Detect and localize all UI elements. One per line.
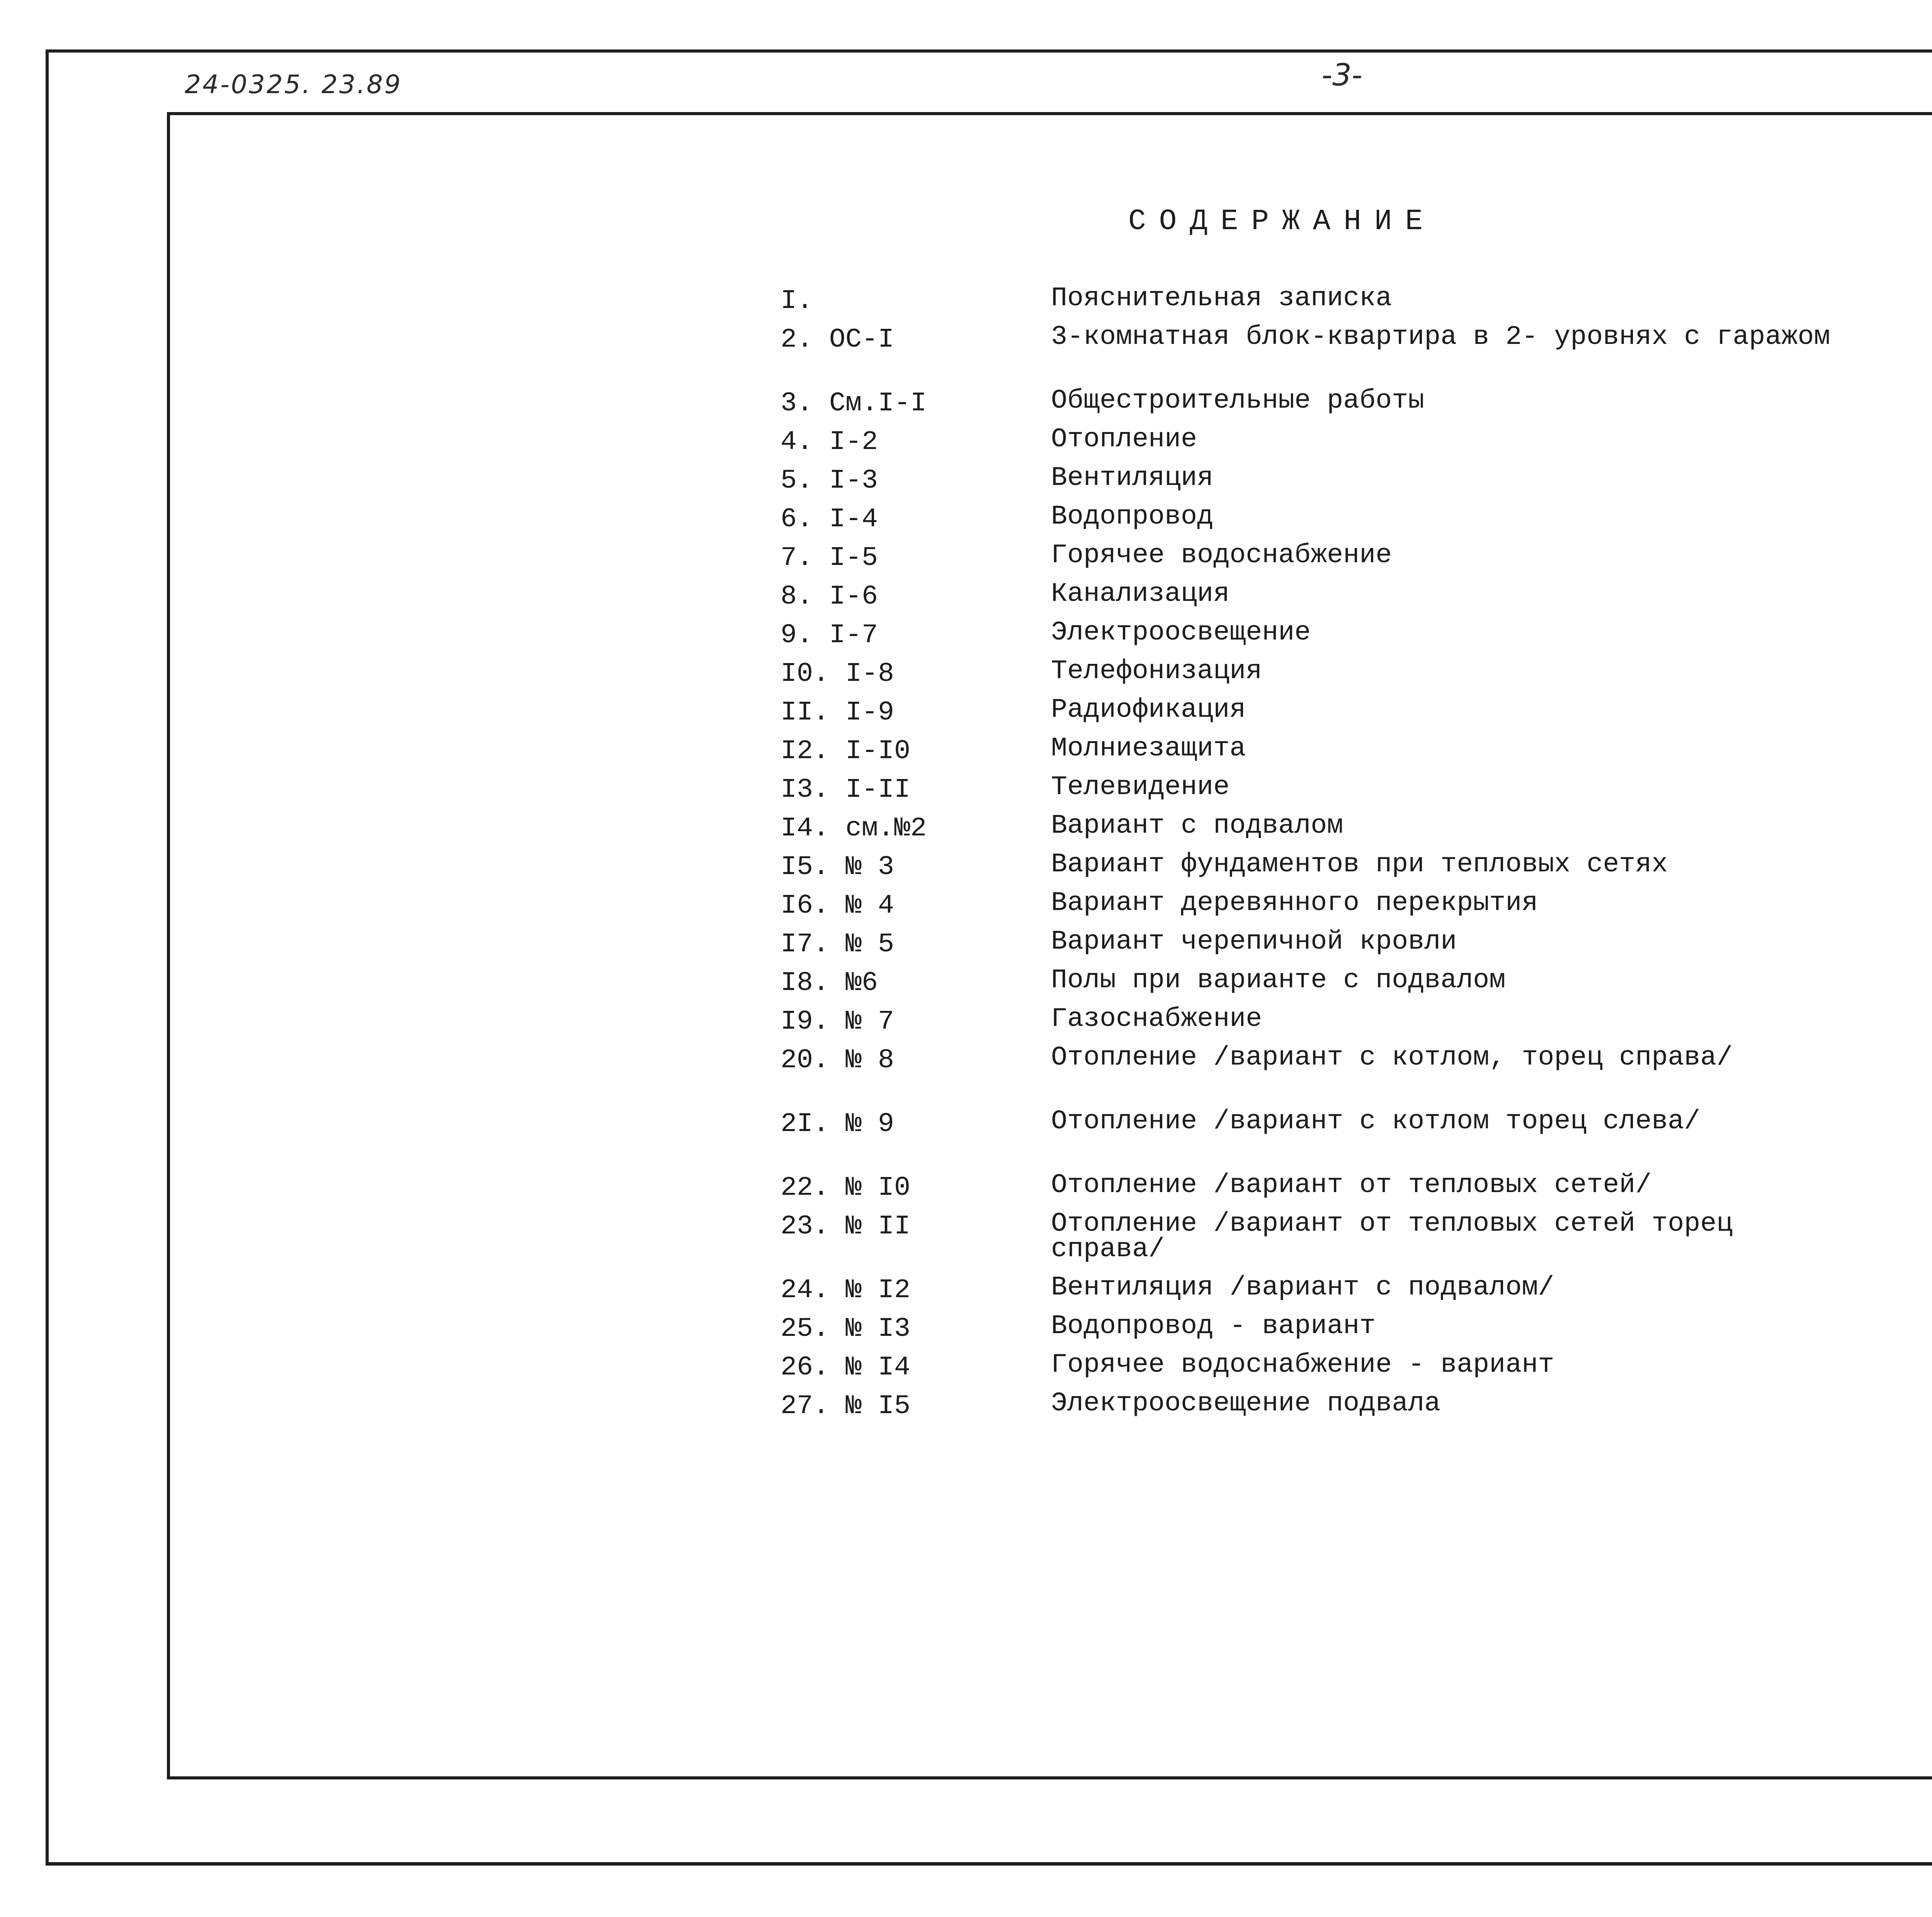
toc-title: Телефонизация: [1051, 656, 1262, 687]
toc-row: [781, 888, 1932, 929]
toc-row: [781, 849, 1932, 891]
toc-number: 2I. № 9: [781, 1109, 895, 1140]
doc-code-left: 24-0325. 23.89: [185, 70, 402, 99]
toc-title: Полы при варианте с подвалом: [1051, 965, 1506, 996]
toc-row: [781, 656, 1932, 697]
toc-number: 7. I-5: [781, 543, 878, 573]
toc-title: Водопровод: [1051, 502, 1214, 532]
toc-number: I0. I-8: [781, 659, 895, 689]
toc-row: [781, 1211, 1932, 1275]
toc-title: Электроосвещение: [1051, 617, 1311, 648]
toc-row: [781, 388, 1932, 427]
table-of-contents: [781, 283, 1932, 1430]
toc-number: 5. I-3: [781, 466, 878, 496]
toc-row: [781, 424, 1932, 466]
toc-title: Радиофикация: [1051, 695, 1246, 725]
page-number: -3-: [1321, 58, 1362, 93]
toc-row: [781, 772, 1932, 813]
toc-number: 25. № I3: [781, 1314, 911, 1344]
toc-row: [781, 283, 1932, 325]
toc-row: [781, 504, 1932, 543]
toc-row: [781, 1388, 1932, 1430]
toc-title: Горячее водоснабжение: [1051, 540, 1392, 571]
toc-row: [781, 697, 1932, 736]
toc-number: 3. См.I-I: [781, 388, 927, 419]
toc-number: 20. № 8: [781, 1045, 895, 1076]
toc-number: I2. I-I0: [781, 736, 911, 767]
toc-row: [781, 617, 1932, 659]
toc-title: Отопление /вариант от тепловых сетей/: [1051, 1170, 1652, 1201]
toc-row: [781, 1272, 1932, 1314]
toc-title: Вариант черепичной кровли: [1051, 927, 1457, 957]
toc-number: 23. № II: [781, 1211, 911, 1242]
toc-number: I3. I-II: [781, 775, 911, 805]
toc-number: 9. I-7: [781, 620, 878, 651]
toc-title: Телевидение: [1051, 772, 1230, 803]
toc-row: [781, 813, 1932, 852]
toc-title: Вариант фундаментов при тепловых сетях: [1051, 849, 1668, 880]
toc-title: Вариант с подвалом: [1051, 811, 1344, 841]
toc-title: Водопровод - вариант: [1051, 1311, 1376, 1342]
toc-title: Молниезащита: [1051, 733, 1246, 764]
toc-row: [781, 579, 1932, 620]
toc-number: 22. № I0: [781, 1173, 911, 1203]
toc-title: Отопление /вариант от тепловых сетей торец справа/: [1051, 1209, 1733, 1265]
page-title: СОДЕРЖАНИЕ: [1128, 205, 1436, 238]
toc-number: 24. № I2: [781, 1275, 911, 1306]
toc-row: [781, 1311, 1932, 1352]
toc-row: [781, 1045, 1932, 1109]
toc-number: 26. № I4: [781, 1352, 911, 1383]
toc-title: Пояснительная записка: [1051, 283, 1392, 314]
toc-number: 6. I-4: [781, 504, 878, 535]
toc-number: 27. № I5: [781, 1391, 911, 1422]
toc-title: Вентиляция /вариант с подвалом/: [1051, 1272, 1554, 1303]
toc-number: I9. № 7: [781, 1007, 895, 1037]
toc-title: Отопление: [1051, 424, 1197, 455]
toc-number: I5. № 3: [781, 852, 895, 883]
toc-title: Отопление /вариант с котлом, торец справа/: [1051, 1043, 1733, 1073]
toc-number: I6. № 4: [781, 891, 895, 921]
toc-number: 4. I-2: [781, 427, 878, 458]
toc-number: I4. см.№2: [781, 813, 927, 844]
toc-row: [781, 1170, 1932, 1211]
toc-title: Канализация: [1051, 579, 1230, 609]
toc-number: 2. ОС-I: [781, 325, 895, 355]
toc-title: Вентиляция: [1051, 463, 1214, 493]
toc-title: Отопление /вариант с котлом торец слева/: [1051, 1106, 1701, 1137]
toc-number: I.: [781, 286, 813, 316]
toc-row: [781, 965, 1932, 1007]
toc-title: Вариант деревянного перекрытия: [1051, 888, 1538, 919]
toc-row: [781, 733, 1932, 775]
toc-title: Горячее водоснабжение - вариант: [1051, 1350, 1554, 1380]
toc-number: II. I-9: [781, 697, 895, 728]
toc-number: I8. №6: [781, 968, 878, 998]
toc-title: Общестроительные работы: [1051, 386, 1425, 416]
toc-row: [781, 1106, 1932, 1173]
toc-row: [781, 1352, 1932, 1391]
toc-row: [781, 1004, 1932, 1045]
toc-row: [781, 322, 1932, 388]
toc-row: [781, 463, 1932, 504]
toc-row: [781, 929, 1932, 968]
toc-title: Газоснабжение: [1051, 1004, 1262, 1034]
toc-title: 3-комнатная блок-квартира в 2- уровнях с гаражом: [1051, 322, 1830, 352]
toc-number: I7. № 5: [781, 929, 895, 960]
toc-row: [781, 540, 1932, 582]
toc-title: Электроосвещение подвала: [1051, 1388, 1441, 1419]
toc-number: 8. I-6: [781, 582, 878, 612]
